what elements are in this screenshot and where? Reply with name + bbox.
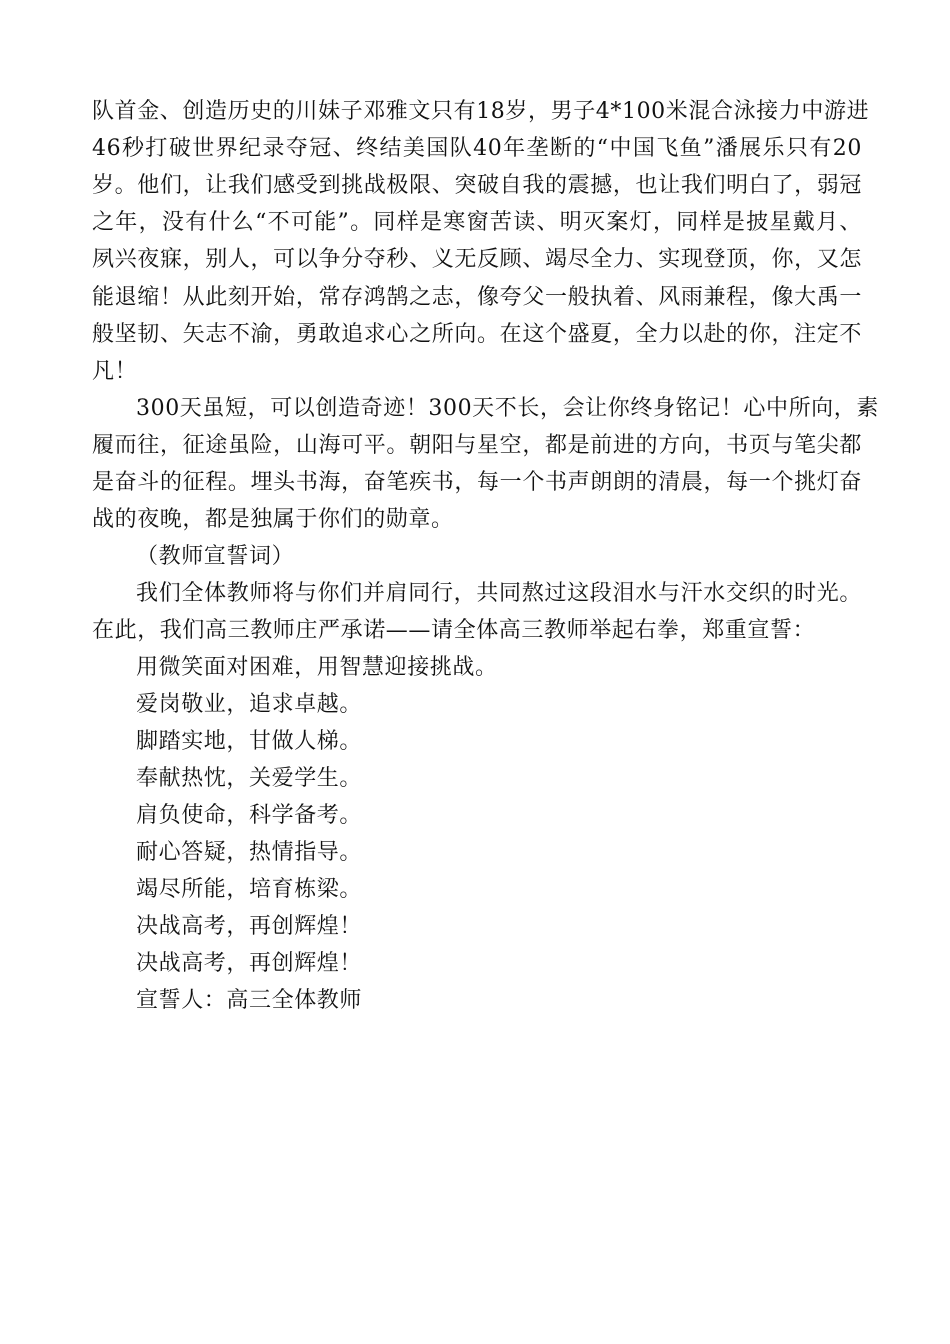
section-heading: （教师宣誓词） [136, 544, 295, 569]
paragraph-3-line-1: 我们全体教师将与你们并肩同行，共同熬过这段泪水与汗水交织的时光。 [136, 581, 862, 606]
paragraph-1-line-4: 之年，没有什么“不可能”。同样是寒窗苦读、明灭案灯，同样是披星戴月、 [92, 210, 862, 235]
paragraph-2-line-4: 战的夜晚，都是独属于你们的勋章。 [92, 507, 454, 532]
oath-line-3: 脚踏实地，甘做人梯。 [136, 729, 363, 754]
paragraph-1-line-6: 能退缩！从此刻开始，常存鸿鹄之志，像夸父一般执着、风雨兼程，像大禹一 [92, 285, 862, 310]
oath-line-6: 耐心答疑，热情指导。 [136, 840, 363, 865]
oath-line-2: 爱岗敬业，追求卓越。 [136, 692, 363, 717]
oath-line-1: 用微笑面对困难，用智慧迎接挑战。 [136, 655, 498, 680]
oath-line-9: 决战高考，再创辉煌！ [136, 951, 363, 976]
paragraph-1-line-3: 岁。他们，让我们感受到挑战极限、突破自我的震撼，也让我们明白了，弱冠 [92, 173, 862, 198]
paragraph-2-line-1: 300天虽短，可以创造奇迹！300天不长，会让你终身铭记！心中所向，素 [136, 396, 879, 421]
oath-line-5: 肩负使命，科学备考。 [136, 803, 363, 828]
oath-line-8: 决战高考，再创辉煌！ [136, 914, 363, 939]
paragraph-1-line-5: 夙兴夜寐，别人，可以争分夺秒、义无反顾、竭尽全力、实现登顶，你，又怎 [92, 247, 862, 272]
paragraph-1-line-7: 般坚韧、矢志不渝，勇敢追求心之所向。在这个盛夏，全力以赴的你，注定不 [92, 322, 862, 347]
paragraph-2-line-3: 是奋斗的征程。埋头书海，奋笔疾书，每一个书声朗朗的清晨，每一个挑灯奋 [92, 470, 862, 495]
oath-line-7: 竭尽所能，培育栋梁。 [136, 877, 363, 902]
paragraph-3-line-2: 在此，我们高三教师庄严承诺——请全体高三教师举起右拳，郑重宣誓： [92, 618, 816, 643]
paragraph-1-line-1: 队首金、创造历史的川妹子邓雅文只有18岁，男子4*100米混合泳接力中游进 [92, 99, 870, 124]
paragraph-2-line-2: 履而往，征途虽险，山海可平。朝阳与星空，都是前进的方向，书页与笔尖都 [92, 433, 862, 458]
paragraph-1-line-8: 凡！ [92, 359, 138, 384]
oath-line-4: 奉献热忱，关爱学生。 [136, 766, 363, 791]
signature-line: 宣誓人：高三全体教师 [136, 988, 363, 1013]
paragraph-1-line-2: 46秒打破世界纪录夺冠、终结美国队40年垄断的“中国飞鱼”潘展乐只有20 [92, 136, 862, 161]
